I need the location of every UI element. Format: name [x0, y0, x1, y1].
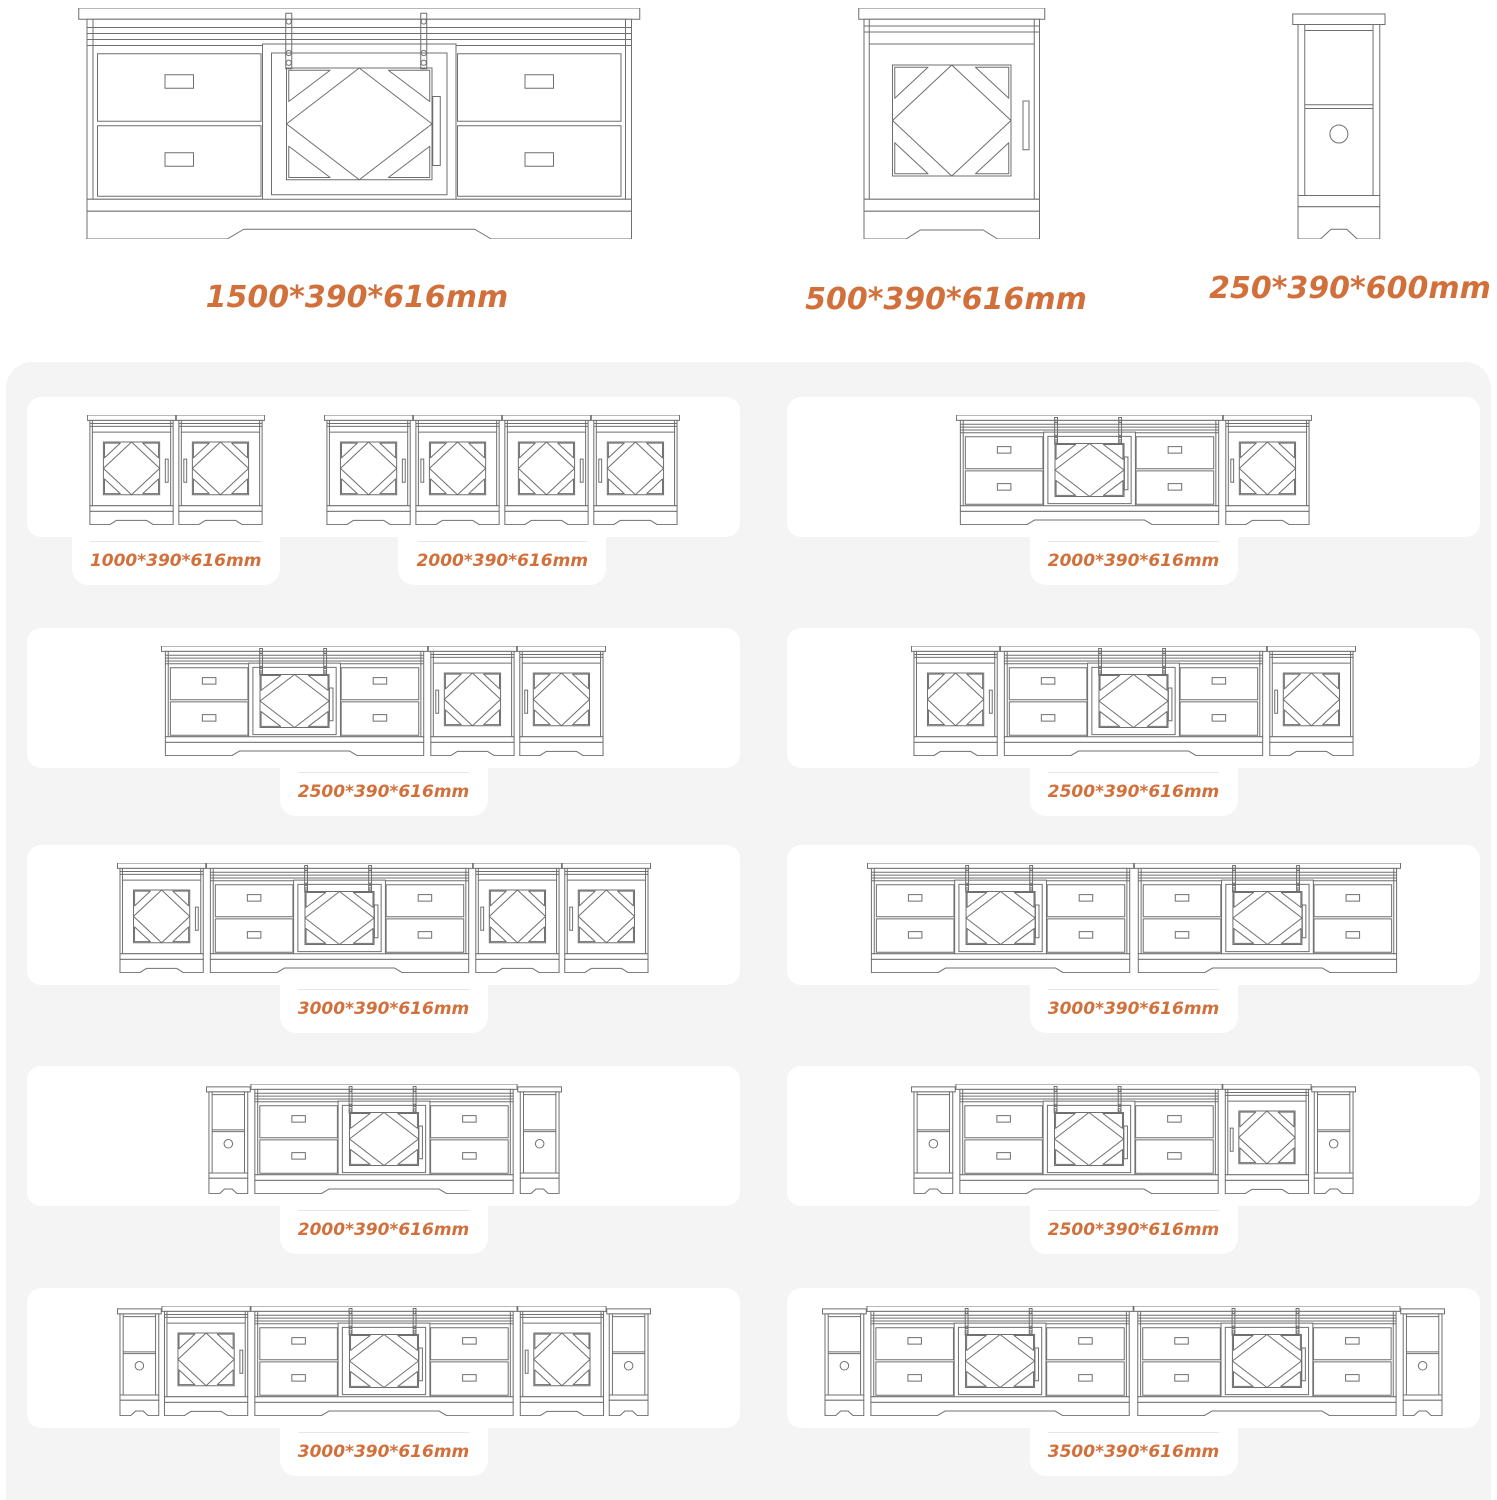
furniture-combination-drawing [911, 1084, 1356, 1194]
furniture-combination-drawing [867, 863, 1401, 973]
dimension-label: 500*390*616mm [805, 282, 1087, 317]
dimension-label: 250*390*600mm [1209, 271, 1491, 306]
dimension-label: 3000*390*616mm [1047, 999, 1220, 1019]
furniture-combination-drawing [822, 1306, 1445, 1416]
dimension-label: 1000*390*616mm [89, 551, 262, 571]
furniture-combination-drawing [324, 415, 680, 525]
dimension-tab [1030, 985, 1238, 1033]
door-cabinet-500-drawing [858, 8, 1046, 239]
furniture-combination-drawing [117, 1306, 651, 1416]
furniture-combination-drawing [911, 646, 1356, 756]
dimension-tab [280, 1206, 488, 1254]
furniture-combination-drawing [87, 415, 265, 525]
dimension-label: 3000*390*616mm [297, 999, 470, 1019]
dimension-tab [1030, 1428, 1238, 1476]
narrow-cabinet-250-drawing [1292, 8, 1386, 239]
furniture-combination-drawing [956, 415, 1312, 525]
dimension-label: 2000*390*616mm [416, 551, 589, 571]
tv-stand-1500-drawing [78, 8, 641, 239]
dimension-tab [1030, 537, 1238, 585]
dimension-tab [280, 985, 488, 1033]
dimension-label: 3500*390*616mm [1047, 1442, 1220, 1462]
dimension-label: 2500*390*616mm [1047, 1220, 1220, 1240]
dimension-label: 2500*390*616mm [297, 782, 470, 802]
dimension-tab [280, 1428, 488, 1476]
furniture-combination-drawing [117, 863, 651, 973]
furniture-combination-drawing [206, 1084, 562, 1194]
furniture-combination-drawing [161, 646, 606, 756]
top-section [0, 0, 1497, 360]
dimension-tab [72, 537, 280, 585]
dimension-label: 1500*390*616mm [205, 280, 509, 315]
dimension-label: 2500*390*616mm [1047, 782, 1220, 802]
dimension-label: 2000*390*616mm [1047, 551, 1220, 571]
dimension-tab [1030, 768, 1238, 816]
size-combinations-section [6, 362, 1491, 1500]
dimension-label: 2000*390*616mm [297, 1220, 470, 1240]
dimension-label: 3000*390*616mm [297, 1442, 470, 1462]
dimension-tab [1030, 1206, 1238, 1254]
dimension-tab [280, 768, 488, 816]
dimension-tab [398, 537, 606, 585]
